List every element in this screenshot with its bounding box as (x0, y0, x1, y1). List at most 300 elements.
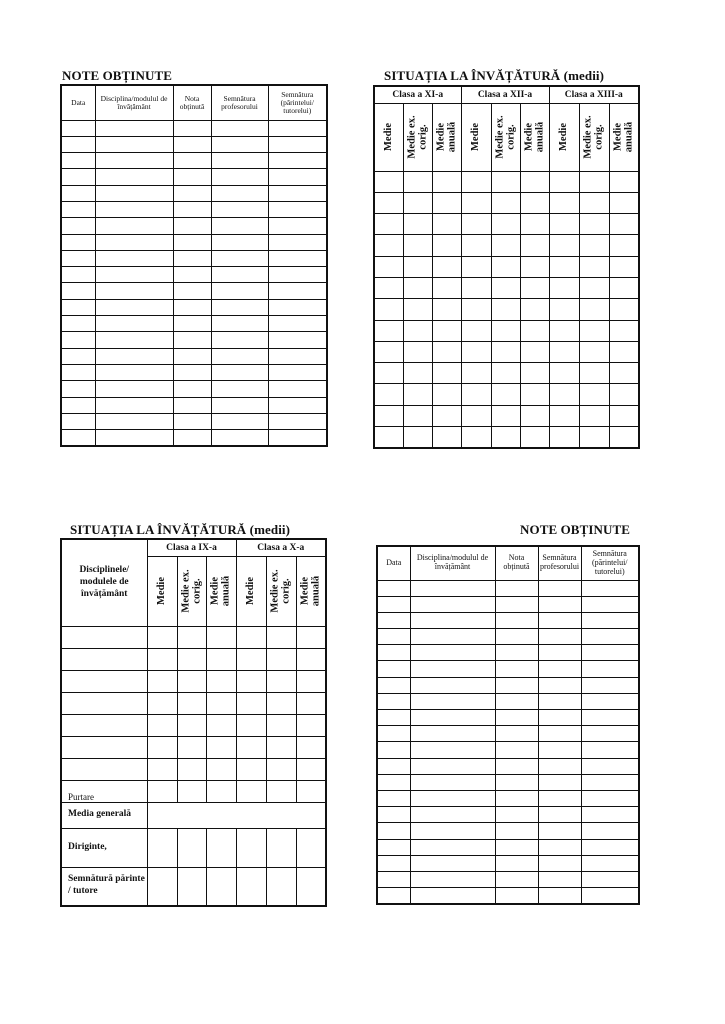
table-cell[interactable] (538, 710, 581, 726)
table-cell[interactable] (403, 405, 432, 426)
table-cell[interactable] (609, 384, 639, 405)
table-cell[interactable] (495, 726, 538, 742)
table-cell[interactable] (538, 693, 581, 709)
table-cell[interactable] (549, 384, 579, 405)
table-cell[interactable] (95, 299, 173, 315)
table-cell[interactable] (147, 736, 177, 758)
table-cell[interactable] (410, 758, 495, 774)
table-cell[interactable] (410, 839, 495, 855)
table-cell[interactable] (520, 341, 549, 362)
table-cell[interactable] (377, 596, 410, 612)
table-cell[interactable] (581, 661, 639, 677)
table-cell[interactable] (410, 871, 495, 887)
table-cell[interactable] (432, 363, 461, 384)
table-cell[interactable] (432, 277, 461, 298)
table-cell[interactable] (173, 136, 211, 152)
table-cell[interactable] (236, 692, 266, 714)
table-cell[interactable] (495, 790, 538, 806)
table-cell[interactable] (173, 397, 211, 413)
table-cell[interactable] (95, 283, 173, 299)
table-cell[interactable] (581, 742, 639, 758)
table-cell[interactable] (173, 413, 211, 429)
table-cell[interactable] (609, 214, 639, 235)
table-cell[interactable] (410, 742, 495, 758)
table-cell[interactable] (538, 855, 581, 871)
table-cell[interactable] (549, 214, 579, 235)
table-cell[interactable] (147, 802, 326, 828)
table-cell[interactable] (581, 871, 639, 887)
table-cell[interactable] (268, 348, 327, 364)
table-cell[interactable] (461, 405, 491, 426)
table-cell[interactable] (495, 888, 538, 904)
table-cell[interactable] (236, 758, 266, 780)
table-cell[interactable] (609, 192, 639, 213)
table-cell[interactable] (206, 828, 236, 867)
table-cell[interactable] (403, 299, 432, 320)
table-cell[interactable] (410, 580, 495, 596)
table-cell[interactable] (581, 774, 639, 790)
table-cell[interactable] (268, 120, 327, 136)
table-cell[interactable] (403, 277, 432, 298)
table-cell[interactable] (432, 384, 461, 405)
table-cell[interactable] (495, 823, 538, 839)
table-cell[interactable] (432, 427, 461, 448)
table-cell[interactable] (374, 363, 403, 384)
table-cell[interactable] (410, 677, 495, 693)
table-cell[interactable] (374, 235, 403, 256)
table-cell[interactable] (268, 169, 327, 185)
table-cell[interactable] (609, 299, 639, 320)
table-cell[interactable] (549, 320, 579, 341)
table-cell[interactable] (95, 430, 173, 446)
table-cell[interactable] (211, 430, 268, 446)
table-cell[interactable] (266, 648, 296, 670)
table-cell[interactable] (61, 234, 95, 250)
table-cell[interactable] (377, 807, 410, 823)
table-cell[interactable] (173, 267, 211, 283)
table-cell[interactable] (579, 384, 609, 405)
table-cell[interactable] (95, 218, 173, 234)
table-cell[interactable] (268, 153, 327, 169)
table-cell[interactable] (410, 612, 495, 628)
table-cell[interactable] (173, 169, 211, 185)
table-cell[interactable] (374, 192, 403, 213)
table-cell[interactable] (296, 648, 326, 670)
table-cell[interactable] (549, 192, 579, 213)
table-cell[interactable] (520, 235, 549, 256)
table-cell[interactable] (579, 277, 609, 298)
table-cell[interactable] (377, 855, 410, 871)
table-cell[interactable] (538, 871, 581, 887)
table-cell[interactable] (206, 626, 236, 648)
table-cell[interactable] (609, 320, 639, 341)
table-cell[interactable] (206, 692, 236, 714)
table-cell[interactable] (173, 364, 211, 380)
table-cell[interactable] (374, 277, 403, 298)
table-cell[interactable] (211, 153, 268, 169)
table-cell[interactable] (491, 405, 520, 426)
table-cell[interactable] (266, 626, 296, 648)
table-cell[interactable] (173, 348, 211, 364)
table-cell[interactable] (377, 661, 410, 677)
table-cell[interactable] (538, 677, 581, 693)
table-cell[interactable] (491, 277, 520, 298)
table-cell[interactable] (173, 430, 211, 446)
table-cell[interactable] (95, 348, 173, 364)
table-cell[interactable] (173, 185, 211, 201)
table-cell[interactable] (177, 828, 206, 867)
table-cell[interactable] (581, 726, 639, 742)
table-cell[interactable] (495, 839, 538, 855)
table-cell[interactable] (461, 299, 491, 320)
table-cell[interactable] (268, 430, 327, 446)
table-cell[interactable] (236, 828, 266, 867)
table-cell[interactable] (61, 185, 95, 201)
table-cell[interactable] (173, 316, 211, 332)
table-cell[interactable] (268, 283, 327, 299)
table-cell[interactable] (236, 780, 266, 802)
table-cell[interactable] (266, 736, 296, 758)
table-cell[interactable] (268, 397, 327, 413)
table-cell[interactable] (95, 169, 173, 185)
table-cell[interactable] (538, 790, 581, 806)
table-cell[interactable] (377, 790, 410, 806)
table-cell[interactable] (609, 341, 639, 362)
table-cell[interactable] (266, 670, 296, 692)
table-cell[interactable] (211, 397, 268, 413)
table-cell[interactable] (236, 736, 266, 758)
table-cell[interactable] (296, 692, 326, 714)
table-cell[interactable] (211, 120, 268, 136)
table-cell[interactable] (581, 888, 639, 904)
table-cell[interactable] (177, 867, 206, 906)
table-cell[interactable] (266, 828, 296, 867)
table-cell[interactable] (268, 364, 327, 380)
table-cell[interactable] (211, 348, 268, 364)
table-cell[interactable] (95, 413, 173, 429)
table-cell[interactable] (579, 341, 609, 362)
table-cell[interactable] (377, 629, 410, 645)
table-cell[interactable] (61, 430, 95, 446)
table-cell[interactable] (95, 267, 173, 283)
table-cell[interactable] (236, 670, 266, 692)
table-cell[interactable] (581, 677, 639, 693)
table-cell[interactable] (211, 201, 268, 217)
table-cell[interactable] (296, 626, 326, 648)
table-cell[interactable] (495, 661, 538, 677)
table-cell[interactable] (432, 214, 461, 235)
table-cell[interactable] (268, 201, 327, 217)
table-cell[interactable] (95, 201, 173, 217)
table-cell[interactable] (579, 427, 609, 448)
table-cell[interactable] (520, 299, 549, 320)
table-cell[interactable] (410, 596, 495, 612)
table-cell[interactable] (495, 596, 538, 612)
table-cell[interactable] (579, 235, 609, 256)
table-cell[interactable] (296, 670, 326, 692)
table-cell[interactable] (432, 320, 461, 341)
table-cell[interactable] (538, 839, 581, 855)
table-cell[interactable] (177, 714, 206, 736)
table-cell[interactable] (410, 661, 495, 677)
table-cell[interactable] (495, 855, 538, 871)
table-cell[interactable] (377, 758, 410, 774)
table-cell[interactable] (61, 364, 95, 380)
table-cell[interactable] (377, 645, 410, 661)
table-cell[interactable] (403, 363, 432, 384)
table-cell[interactable] (609, 235, 639, 256)
table-cell[interactable] (173, 153, 211, 169)
table-cell[interactable] (403, 341, 432, 362)
table-cell[interactable] (374, 427, 403, 448)
table-cell[interactable] (95, 316, 173, 332)
table-cell[interactable] (211, 299, 268, 315)
table-cell[interactable] (377, 839, 410, 855)
table-cell[interactable] (538, 888, 581, 904)
table-cell[interactable] (538, 661, 581, 677)
table-cell[interactable] (579, 405, 609, 426)
table-cell[interactable] (410, 693, 495, 709)
table-cell[interactable] (538, 612, 581, 628)
table-cell[interactable] (538, 580, 581, 596)
table-cell[interactable] (374, 320, 403, 341)
discipline-cell[interactable] (61, 714, 147, 736)
table-cell[interactable] (538, 742, 581, 758)
table-cell[interactable] (61, 283, 95, 299)
table-cell[interactable] (268, 267, 327, 283)
table-cell[interactable] (491, 320, 520, 341)
table-cell[interactable] (374, 256, 403, 277)
table-cell[interactable] (374, 384, 403, 405)
table-cell[interactable] (461, 363, 491, 384)
table-cell[interactable] (95, 364, 173, 380)
table-cell[interactable] (403, 427, 432, 448)
table-cell[interactable] (432, 299, 461, 320)
table-cell[interactable] (61, 250, 95, 266)
table-cell[interactable] (581, 629, 639, 645)
table-cell[interactable] (495, 645, 538, 661)
table-cell[interactable] (268, 316, 327, 332)
table-cell[interactable] (579, 256, 609, 277)
table-cell[interactable] (579, 363, 609, 384)
table-cell[interactable] (61, 218, 95, 234)
table-cell[interactable] (495, 580, 538, 596)
table-cell[interactable] (520, 256, 549, 277)
table-cell[interactable] (538, 596, 581, 612)
table-cell[interactable] (206, 736, 236, 758)
table-cell[interactable] (296, 758, 326, 780)
table-cell[interactable] (403, 192, 432, 213)
table-cell[interactable] (61, 413, 95, 429)
table-cell[interactable] (377, 823, 410, 839)
table-cell[interactable] (147, 670, 177, 692)
table-cell[interactable] (268, 332, 327, 348)
table-cell[interactable] (268, 136, 327, 152)
table-cell[interactable] (495, 774, 538, 790)
table-cell[interactable] (410, 645, 495, 661)
table-cell[interactable] (95, 234, 173, 250)
table-cell[interactable] (491, 299, 520, 320)
table-cell[interactable] (377, 580, 410, 596)
table-cell[interactable] (266, 714, 296, 736)
table-cell[interactable] (461, 320, 491, 341)
table-cell[interactable] (211, 185, 268, 201)
table-cell[interactable] (581, 612, 639, 628)
table-cell[interactable] (377, 871, 410, 887)
table-cell[interactable] (461, 256, 491, 277)
table-cell[interactable] (579, 320, 609, 341)
table-cell[interactable] (410, 855, 495, 871)
table-cell[interactable] (173, 201, 211, 217)
table-cell[interactable] (491, 235, 520, 256)
table-cell[interactable] (147, 692, 177, 714)
table-cell[interactable] (461, 235, 491, 256)
table-cell[interactable] (211, 413, 268, 429)
table-cell[interactable] (549, 299, 579, 320)
table-cell[interactable] (549, 341, 579, 362)
table-cell[interactable] (266, 758, 296, 780)
table-cell[interactable] (211, 136, 268, 152)
table-cell[interactable] (491, 192, 520, 213)
table-cell[interactable] (410, 774, 495, 790)
table-cell[interactable] (609, 427, 639, 448)
table-cell[interactable] (206, 780, 236, 802)
discipline-cell[interactable] (61, 758, 147, 780)
table-cell[interactable] (296, 714, 326, 736)
table-cell[interactable] (177, 670, 206, 692)
table-cell[interactable] (211, 364, 268, 380)
table-cell[interactable] (538, 645, 581, 661)
table-cell[interactable] (236, 714, 266, 736)
table-cell[interactable] (538, 726, 581, 742)
table-cell[interactable] (296, 867, 326, 906)
table-cell[interactable] (491, 171, 520, 192)
discipline-cell[interactable] (61, 626, 147, 648)
table-cell[interactable] (410, 726, 495, 742)
table-cell[interactable] (461, 341, 491, 362)
table-cell[interactable] (377, 888, 410, 904)
table-cell[interactable] (432, 405, 461, 426)
table-cell[interactable] (206, 648, 236, 670)
table-cell[interactable] (495, 612, 538, 628)
table-cell[interactable] (95, 332, 173, 348)
table-cell[interactable] (432, 235, 461, 256)
table-cell[interactable] (95, 381, 173, 397)
table-cell[interactable] (549, 405, 579, 426)
table-cell[interactable] (403, 384, 432, 405)
table-cell[interactable] (61, 397, 95, 413)
table-cell[interactable] (403, 320, 432, 341)
table-cell[interactable] (461, 192, 491, 213)
table-cell[interactable] (147, 758, 177, 780)
table-cell[interactable] (520, 384, 549, 405)
table-cell[interactable] (410, 807, 495, 823)
table-cell[interactable] (147, 714, 177, 736)
table-cell[interactable] (432, 256, 461, 277)
table-cell[interactable] (520, 363, 549, 384)
table-cell[interactable] (495, 710, 538, 726)
table-cell[interactable] (579, 299, 609, 320)
table-cell[interactable] (211, 234, 268, 250)
table-cell[interactable] (410, 823, 495, 839)
table-cell[interactable] (549, 363, 579, 384)
table-cell[interactable] (491, 256, 520, 277)
table-cell[interactable] (374, 171, 403, 192)
table-cell[interactable] (268, 234, 327, 250)
table-cell[interactable] (403, 235, 432, 256)
table-cell[interactable] (410, 790, 495, 806)
table-cell[interactable] (609, 363, 639, 384)
table-cell[interactable] (581, 758, 639, 774)
table-cell[interactable] (520, 277, 549, 298)
table-cell[interactable] (374, 214, 403, 235)
table-cell[interactable] (579, 192, 609, 213)
table-cell[interactable] (410, 710, 495, 726)
table-cell[interactable] (491, 427, 520, 448)
discipline-cell[interactable] (61, 648, 147, 670)
table-cell[interactable] (403, 256, 432, 277)
table-cell[interactable] (538, 823, 581, 839)
table-cell[interactable] (95, 250, 173, 266)
table-cell[interactable] (61, 299, 95, 315)
table-cell[interactable] (61, 153, 95, 169)
table-cell[interactable] (177, 648, 206, 670)
table-cell[interactable] (538, 807, 581, 823)
table-cell[interactable] (549, 427, 579, 448)
table-cell[interactable] (581, 645, 639, 661)
table-cell[interactable] (495, 693, 538, 709)
table-cell[interactable] (432, 171, 461, 192)
table-cell[interactable] (377, 774, 410, 790)
table-cell[interactable] (377, 677, 410, 693)
table-cell[interactable] (495, 807, 538, 823)
table-cell[interactable] (549, 277, 579, 298)
table-cell[interactable] (377, 742, 410, 758)
table-cell[interactable] (377, 726, 410, 742)
table-cell[interactable] (211, 218, 268, 234)
discipline-cell[interactable] (61, 736, 147, 758)
table-cell[interactable] (61, 348, 95, 364)
table-cell[interactable] (581, 693, 639, 709)
table-cell[interactable] (491, 341, 520, 362)
table-cell[interactable] (495, 677, 538, 693)
table-cell[interactable] (581, 580, 639, 596)
table-cell[interactable] (61, 267, 95, 283)
table-cell[interactable] (609, 256, 639, 277)
table-cell[interactable] (236, 626, 266, 648)
table-cell[interactable] (461, 171, 491, 192)
table-cell[interactable] (491, 363, 520, 384)
table-cell[interactable] (296, 828, 326, 867)
table-cell[interactable] (403, 214, 432, 235)
table-cell[interactable] (461, 214, 491, 235)
table-cell[interactable] (177, 758, 206, 780)
table-cell[interactable] (211, 169, 268, 185)
table-cell[interactable] (296, 780, 326, 802)
table-cell[interactable] (211, 250, 268, 266)
table-cell[interactable] (206, 867, 236, 906)
table-cell[interactable] (95, 136, 173, 152)
table-cell[interactable] (268, 381, 327, 397)
table-cell[interactable] (581, 790, 639, 806)
table-cell[interactable] (410, 629, 495, 645)
table-cell[interactable] (491, 384, 520, 405)
table-cell[interactable] (520, 214, 549, 235)
table-cell[interactable] (268, 218, 327, 234)
table-cell[interactable] (581, 855, 639, 871)
table-cell[interactable] (147, 626, 177, 648)
table-cell[interactable] (61, 120, 95, 136)
